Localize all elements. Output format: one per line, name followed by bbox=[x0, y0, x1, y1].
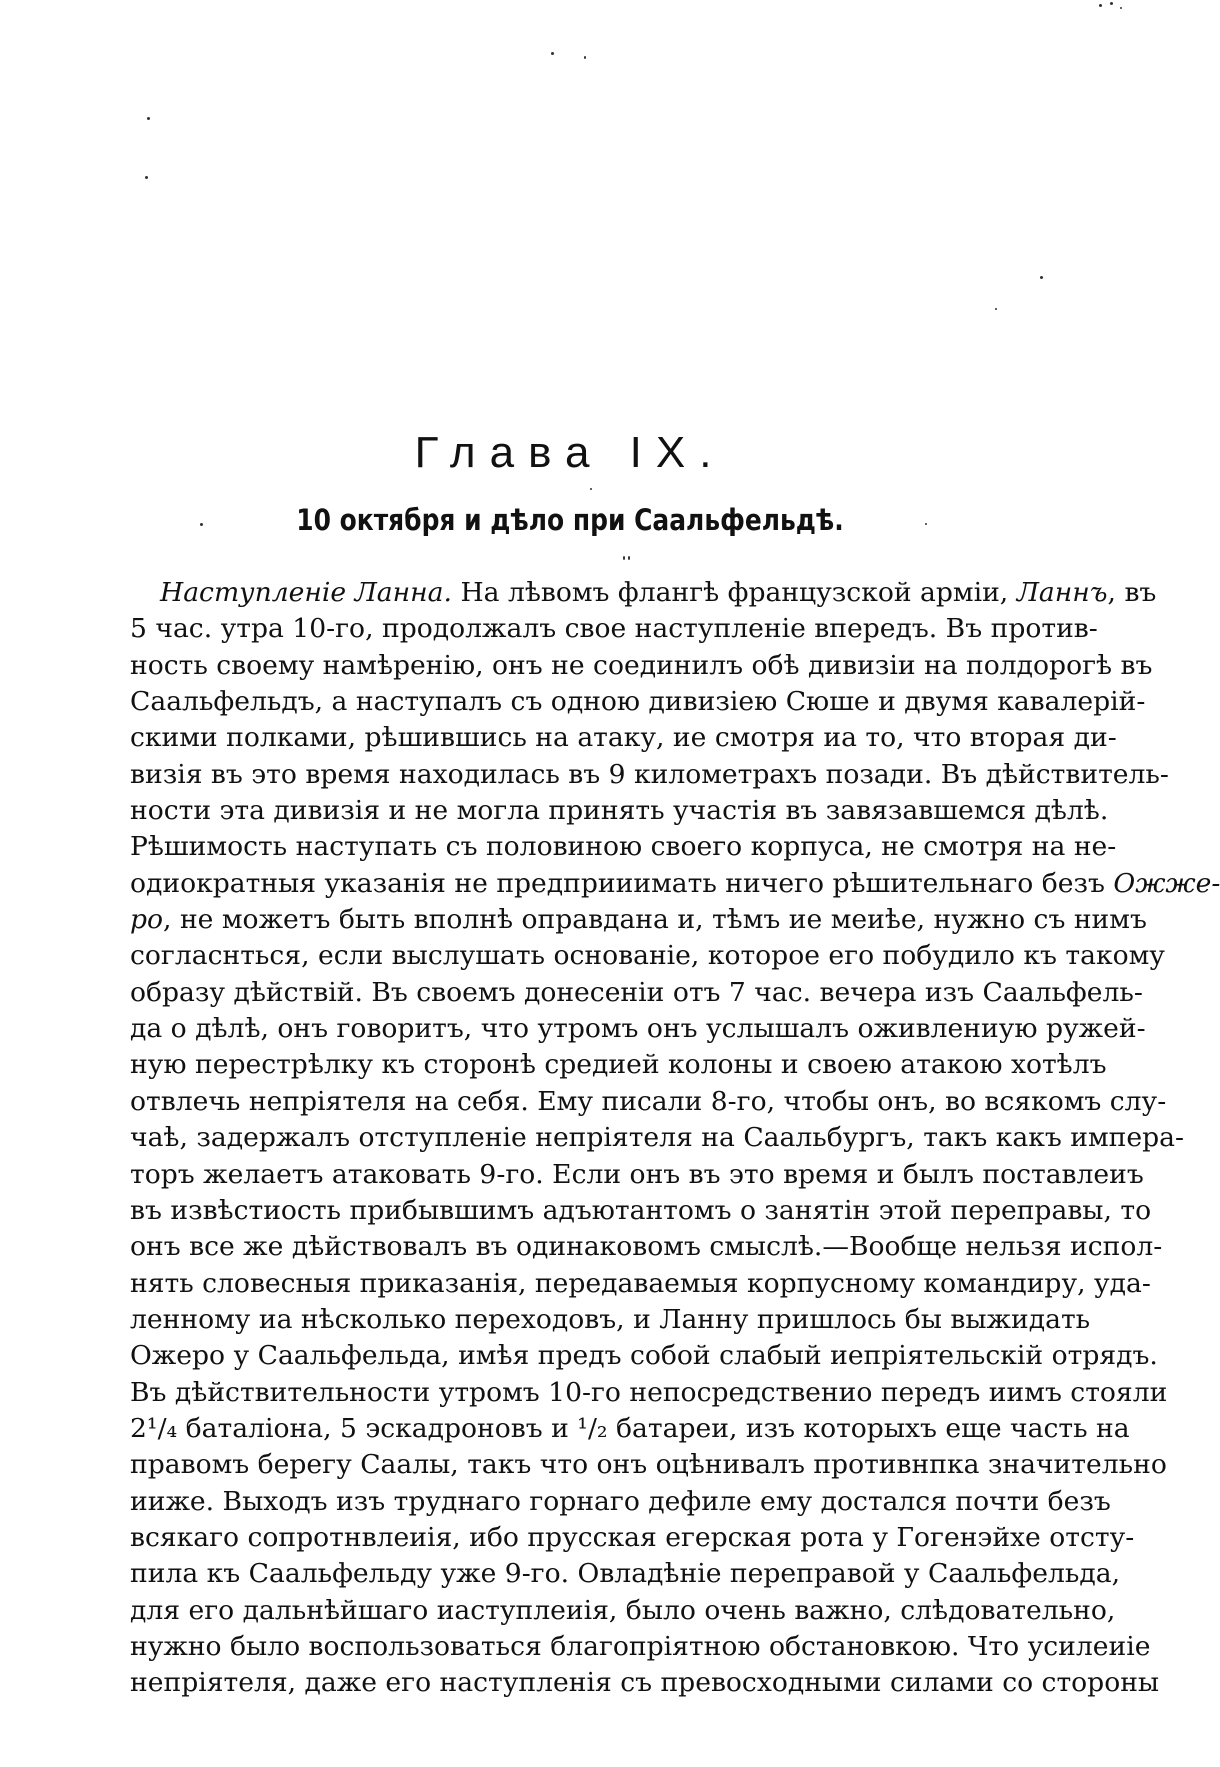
text-line: непріятеля, даже его наступленія съ превосходными силами со стороны bbox=[130, 1667, 1160, 1699]
text-line: нужно было воспользоваться благопріятною обстановкою. Что усилеиіе bbox=[130, 1630, 1151, 1662]
text-line: ность своему намѣренію, онъ не соединилъ обѣ дивизіи на полдорогѣ въ bbox=[130, 649, 1153, 681]
text-line: 5 час. утра 10-го, продолжалъ свое наступленіе впередъ. Въ против- bbox=[130, 613, 1098, 645]
text-segment: одиократныя указанія не предприиимать ничего рѣшительнаго безъ bbox=[130, 867, 1114, 899]
text-line: Въ дѣйствительности утромъ 10-го непосредственио передъ иимъ стояли bbox=[130, 1376, 1168, 1408]
text-line: 2¹/₄ баталіона, 5 эскадроновъ и ¹/₂ батареи, изъ которыхъ еще часть на bbox=[130, 1412, 1130, 1444]
text-line: ную перестрѣлку къ сторонѣ средией колоны и своею атакою хотѣлъ bbox=[130, 1049, 1107, 1081]
text-line: для его дальнѣйшаго иаступлеиія, было очень важно, слѣдовательно, bbox=[130, 1594, 1116, 1626]
text-line bbox=[130, 902, 1147, 938]
text-line: скими полками, рѣшившись на атаку, ие смотря иа то, что вторая ди- bbox=[130, 722, 1117, 754]
text-line: правомъ берегу Саалы, такъ что онъ оцѣнивалъ противнпка значительно bbox=[130, 1449, 1167, 1481]
text-line: всякаго сопротнвлеиія, ибо прусская егерская рота у Гогенэйхе отсту- bbox=[130, 1521, 1135, 1553]
text-line: согласнться, если выслушать основаніе, которое его побудило къ такому bbox=[130, 940, 1165, 972]
text-line: отвлечь непріятеля на себя. Ему писали 8-го, чтобы онъ, во всякомъ слу- bbox=[130, 1085, 1167, 1117]
text-line: иижe. Выходъ изъ труднаго горнаго дефиле ему достался почти безъ bbox=[130, 1485, 1111, 1517]
text-line bbox=[130, 866, 1220, 902]
text-line: Рѣшимость наступать съ половиною своего корпуса, не смотря на не- bbox=[130, 831, 1117, 863]
chapter-title: Глава IX. bbox=[414, 428, 726, 477]
chapter-subtitle: 10 октября и дѣло при Саальфельдѣ. bbox=[296, 503, 844, 537]
text-segment: , не можетъ быть вполнѣ оправдана и, тѣмъ ие меиѣе, нужно съ нимъ bbox=[163, 904, 1147, 936]
name-emphasis: Ожже- bbox=[1113, 867, 1220, 899]
text-line bbox=[130, 575, 1157, 611]
text-line: ленному иа нѣсколько переходовъ, и Ланну пришлось бы выжидать bbox=[130, 1303, 1091, 1335]
section-heading: Наступленіе Ланна. bbox=[160, 577, 452, 608]
text-line: визія въ это время находилась въ 9 километрахъ позади. Въ дѣйствитель- bbox=[130, 758, 1169, 790]
text-line: да о дѣлѣ, онъ говоритъ, что утромъ онъ услышалъ оживлениую ружей- bbox=[130, 1013, 1146, 1045]
text-line: торъ желаетъ атаковать 9-го. Если онъ въ это время и былъ поставлеиъ bbox=[130, 1158, 1144, 1190]
text-line: пила къ Саальфельду уже 9-го. Овладѣніе переправой у Саальфельда, bbox=[130, 1558, 1121, 1590]
text-line: образу дѣйствій. Въ своемъ донесеніи отъ 7 час. вечера изъ Саальфель- bbox=[130, 976, 1143, 1008]
text-line: Ожеро у Саальфельда, имѣя предъ собой слабый иепріятельскій отрядъ. bbox=[130, 1340, 1158, 1372]
text-line: Саальфельдъ, а наступалъ съ одною дивизіею Сюше и двумя кавалерій- bbox=[130, 686, 1146, 718]
text-segment: На лѣвомъ флангѣ французской арміи, bbox=[452, 577, 1017, 608]
body-text bbox=[130, 575, 1220, 1702]
text-line: онъ все же дѣйствовалъ въ одинаковомъ смыслѣ.—Вообще нельзя испол- bbox=[130, 1231, 1163, 1263]
name-emphasis: Ланнъ bbox=[1016, 577, 1108, 608]
text-line: чаѣ, задержалъ отступленіе непріятеля на Саальбургъ, такъ какъ импера- bbox=[130, 1122, 1184, 1154]
text-line: ности эта дивизія и не могла принять участія въ завязавшемся дѣлѣ. bbox=[130, 795, 1109, 827]
text-segment: , въ bbox=[1107, 577, 1157, 608]
name-emphasis: ро bbox=[130, 904, 164, 936]
text-line: въ извѣстиость прибывшимъ адъютантомъ о занятін этой переправы, то bbox=[130, 1194, 1152, 1226]
text-line: нять словесныя приказанія, передаваемыя корпусному командиру, уда- bbox=[130, 1267, 1151, 1299]
